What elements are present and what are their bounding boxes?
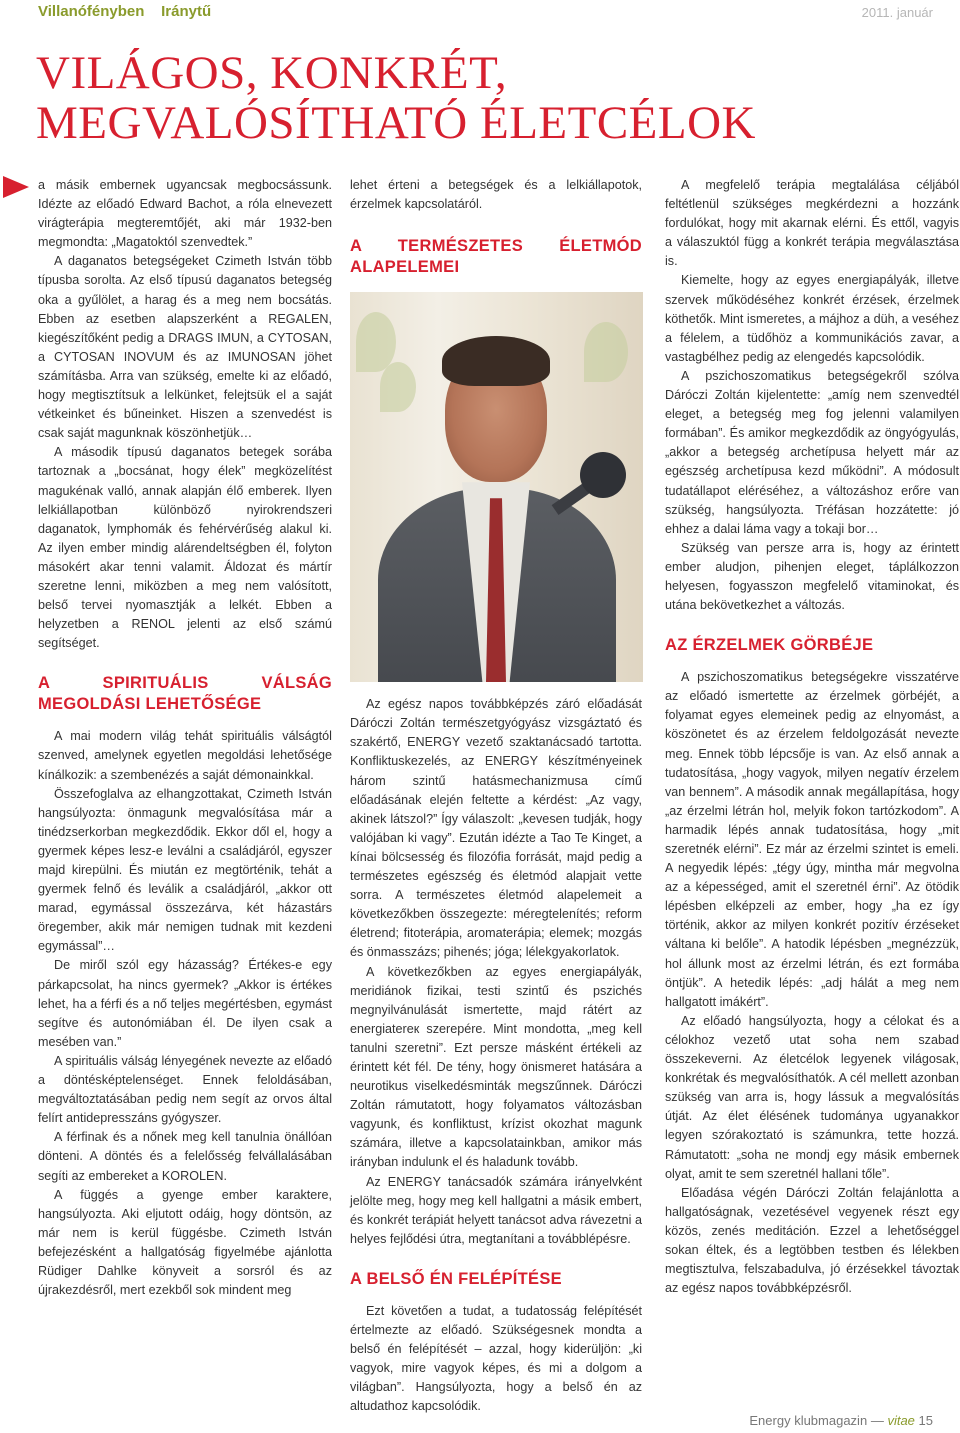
paragraph: Az ENERGY tanácsadók számára irányelvként jelölte meg, hogy meg kell hallgatni a másik embert, és konkrét terápiát helyett tanácsot adva rávezetni a helyes fejlődési útra, megtanítani a továbblépésre. — [350, 1174, 642, 1246]
subsection-name: Iránytű — [161, 3, 212, 20]
section-separator-space — [149, 3, 157, 20]
paragraph: A megfelelő terápia megtalálása céljából feltétlenül szükséges megkérdezni a hozzánk fordulókat, hogy mit akarnak elérni. És ettől, vagyis a válaszuktól függ a konkrét terápia megválasztása is. — [665, 178, 959, 269]
paragraph: A spirituális válság lényegének nevezte az előadó a döntésképtelenséget. Ennek feloldásában, megváltoztatásában pedig nem segít az orvos által felírt antidepresszáns gyógyszer. — [38, 1053, 332, 1126]
microphone-icon — [580, 452, 626, 498]
paragraph: A mai modern világ tehát spirituális válságtól szenved, amelynek egyetlen megoldási lehetősége kínálkozik: a szembenézés a saját démonainkkal. — [38, 729, 332, 782]
title-line-2: MEGVALÓSÍTHATÓ ÉLETCÉLOK — [36, 97, 756, 149]
magazine-name: Energy klubmagazin — [749, 1413, 868, 1428]
plant-leaf — [380, 362, 416, 412]
paragraph: De miről szól egy házasság? Értékes-e egy párkapcsolat, ha nincs gyermek? „Akkor is értékes lehet, ha a férfi és a nő teljes megértésben, egymást segítve és autonómiában él. De ilyen csak a mesében van.” — [38, 958, 332, 1049]
paragraph: A pszichoszomatikus betegségekre visszatérve az előadó ismertette az érzelmek görbéjét, a folyamat egyes elemeinek pedig az elnyomást, a köszönetet és az érzelem feldolgozását nevezte meg. Ennek több lépcsője is van. Az első annak a tudatosítása, „hogy vagyok, milyen negatív érzelem van bennem”. A második annak megállapítása, hogy „az érzelmi létrán hol, melyik fokon tartózkodom”. A harmadik lépés annak tudatosítása, hogy „mit szeretnék elérni”. Ez már az érzelmi szintet is emeli. A negyedik lépés: „tégy úgy, mintha már megvolna az a képességed, amit el szeretnél érni”. Az ötödik lépésben elképzeli az ember, hogy „ha ez így történik, akkor az milyen konkrét pozitív érzéseket váltana ki belőle”. A hatodik lépésben „megnézzük, hol állunk most az érzelmi létrán, és ezt formába öntjük”. A hetedik lépés: „adj hálát a meg nem hallgatott imákért”. — [665, 670, 959, 1009]
paragraph: A férfinak és a nőnek meg kell tanulnia önállóan dönteni. A döntés és a felelősség felvállalásában segíti az embereket a KOROLEN. — [38, 1130, 332, 1183]
section-heading: A TERMÉSZETES ÉLETMÓD ALAPELEMEI — [350, 237, 642, 277]
paragraph: Az egész napos továbbképzés záró előadását Dáróczi Zoltán természetgyógyász vizsgáztató és szakértő, ENERGY vezető szaktanácsadó tartotta. Konfliktuskezelés, az ENERGY készítményeinek három szintű hatásmechanizmusa című előadásának elején feltette a kérdést: „Az vagy, akinek látszol?” Így válaszolt: „kevesen tudják, hogy valójában ki vagy”. Ezután idézte a Tao Te Kinget, a kínai bölcsesség és filozófia forrását, majd pedig a természetes egészség és életmód alapjait vette sorra. A természetes életmód alapelemeit a következőkben összegezte: méregtelenítés; reform életrend; fitoterápia, aromaterápia; elemek; mozgás és önmasszázs; pihenés; jóga; lélekgyakorlatok. — [350, 697, 642, 960]
brand-name: vitae — [887, 1413, 915, 1428]
column-3 — [665, 176, 959, 1298]
paragraph: A függés a gyenge ember karaktere, hangsúlyozta. Aki eljutott odáig, hogy döntsön, az már nem is kerül függésbe. Czimeth István befejezésként a hallgatóság figyelmébe ajánlotta Rüdiger Dahlke könyveit a sorsról és az újrakezdésről, mert ezekből sok mindent meg — [38, 1187, 332, 1298]
paragraph: lehet érteni a betegségek és a lelkiállapotok, érzelmek kapcsolatáról. — [350, 178, 642, 212]
paragraph: Szükség van persze arra is, hogy az érintett ember aludjon, pihenjen eleget, táplálkozzon helyesen, fogyasszon megfelelő vitaminokat, és utána bekövetkezhet a változás. — [665, 540, 959, 613]
paragraph: a másik embernek ugyancsak megbocsássunk. Idézte az előadó Edward Bachot, a róla elnevezett virágterápia megteremtőjét, aki már 1932-ben megmondta: „Magatoktól szenvedtek.” — [38, 178, 332, 250]
section-name: Villanófényben — [38, 3, 145, 20]
paragraph: Ezt követően a tudat, a tudatosság felépítését értelmezte az előadó. Szükségesnek mondta a belső én felépítését – azzal, hogy kiderüljön: „ki vagyok, mire vagyok képes, és mi a dolgom a világban”. Hangsúlyozta, hogy a belső én az altudathoz kapcsolódik. — [350, 1303, 642, 1414]
section-heading: A BELSŐ ÉN FELÉPÍTÉSE — [350, 1269, 562, 1288]
article-title — [36, 48, 946, 148]
column-2 — [350, 176, 642, 1416]
page-number: 15 — [918, 1413, 933, 1428]
paragraph: Előadása végén Dáróczi Zoltán felajánlotta a hallgatóságnak, vezetésével vegyenek részt egy közös, zenés meditáción. Ezzel a lehetőséggel sokan éltek, és a legtöbben testben és lélekben megtisztulva, felszabadulva, jó érzésekkel távoztak az egész napos továbbképzésről. — [665, 1185, 959, 1296]
issue-date: 2011. január — [861, 5, 933, 20]
paragraph: A pszichoszomatikus betegségekről szólva Dáróczi Zoltán kijelentette: „amíg nem szenvedtél eleget, a betegség meg fog jelenni valamilyen formában”. És amikor megkezdődik az öngyógyulás, „akkor a betegség archetípusa helyett már az egészség archetípusa kezd működni”. A módosult tudatállapot eléréséhez, a változáshoz erőre van szükség, hangsúlyozta. Tréfásan hozzátette: jó ehhez a dalai láma vagy a tokaji bor… — [665, 368, 959, 536]
paragraph: Az előadó hangsúlyozta, hogy a célokat és a célokhoz vezető utat soha nem szabad összekeverni. Az életcélok legyenek világosak, konkrétak és megvalósíthatók. A cél mellett azonban szükség van arra is, hogy lássuk a megvalósítás útját. Az élet élésének tudománya ugyanakkor legyen szórakoztató is számunkra, tette hozzá. Rámutatott: „soha ne mondj egy másik embernek olyat, amit te sem szeretnél hallani tőle”. — [665, 1013, 959, 1181]
paragraph: A daganatos betegségeket Czimeth István több típusba sorolta. Az első típusú daganatos betegség oka a gyűlölet, a harag és a meg nem bocsátás. Ebben az esetben alapszerként a REGALEN, kiegészítőként pedig a DRAGS IMUN, a CYTOSAN, a CYTOSAN INOVUM és az IMUNOSAN jöhet számításba. Arra van szükség, emelte ki az előadó, hogy megtisztítsuk a lelkünket, felejtsük el a saját vétkeinket és bűneinket. Hiszen a szenvedést is csak saját magunknak köszönhetjük… — [38, 254, 332, 441]
column-1 — [38, 176, 332, 1300]
footer-separator: — — [870, 1413, 884, 1428]
page-footer — [749, 1413, 933, 1428]
speaker-photo — [350, 292, 643, 682]
speaker-hair — [442, 336, 550, 386]
paragraph: A következőkben az egyes energiapályák, meridiánok fizikai, testi szintű és pszichés megnyilvánulását ismertette, majd rátért az energiatereк szerepére. Mint mondotta, „meg kell tanulni szeretni”. Ezt persze másként értékeli az érintett két fél. De tény, hogy önismeret hatására a neurotikus viselkedésminták megszűnnek. Dáróczi Zoltán rámutatott, hogy folyamatos változásban vagyunk, és konfliktust, krízist okozhat magunk számára, illetve a kapcsolatainkban, amikor más irányban indulunk el és haladunk tovább. — [350, 964, 642, 1170]
paragraph: Összefoglalva az elhangzottakat, Czimeth István hangsúlyozta: önmagunk megvalósítása már a tinédzserkorban megkezdődik. Ekkor dől el, hogy a gyermek képes lesz-e leválni a családjáról, egyszer majd kirepülni. És miután ez megtörténik, tehát a gyermek felnő és leválik a családjáról, „akkor ott marad, egymással összezárva, két házastárs öregember, akik már nemigen tudnak mit kezdeni egymással”… — [38, 786, 332, 954]
section-heading: AZ ÉRZELMEK GÖRBÉJE — [665, 636, 874, 655]
plant-leaf — [584, 322, 628, 382]
section-label — [38, 3, 211, 20]
section-heading: A SPIRITUÁLIS VÁLSÁG MEGOLDÁSI LEHETŐSÉGE — [38, 674, 332, 714]
top-bar — [0, 0, 960, 26]
paragraph: Kiemelte, hogy az egyes energiapályák, illetve szervek működéséhez konkrét érzések, érzelmek köthetők. Mint ismeretes, a májhoz a düh, a veséhez a félelem, a tüdőhöz a kommunikációs zavar, a vastagbélhez pedig az elengedés kapcsolódik. — [665, 273, 960, 364]
paragraph: A második típusú daganatos betegek sorába tartoznak a „bocsánat, hogy élek” megközelítést magukénak valló, annak alapján élő emberek. Ilyen lelkiállapotban különböző nyirokrendszeri daganatok, lymphomák és fehérvérűség alakul ki. Az ilyen ember mindig alárendeltségben él, folyton másokért akar tenni valamit. Áldozat és mártír szeretne lenni, miközben a meg nem valósított, belső tervei nyomasztják a lelkét. Ebben a helyzetben a RENOL jelenti az első számú segítséget. — [38, 445, 332, 651]
red-arrow-icon — [3, 176, 29, 198]
title-line-1: VILÁGOS, KONKRÉT, — [36, 47, 508, 99]
